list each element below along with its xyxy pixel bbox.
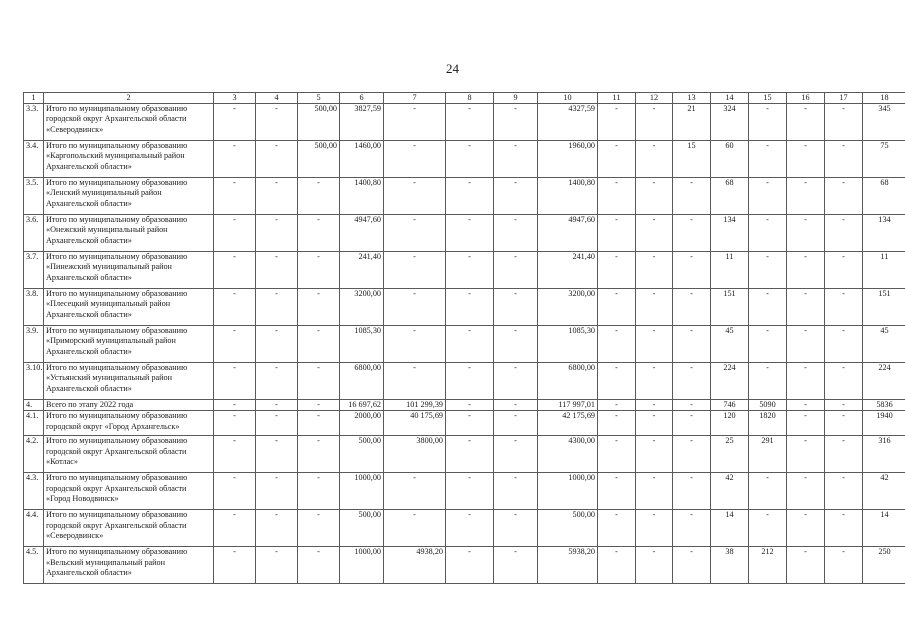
value-cell-col-14: 14 bbox=[711, 510, 749, 547]
value-cell-col-14: 38 bbox=[711, 547, 749, 584]
value-cell-col-5: - bbox=[298, 510, 340, 547]
value-cell-col-13: 21 bbox=[673, 104, 711, 141]
value-cell-col-16: - bbox=[787, 547, 825, 584]
value-cell-col-9: - bbox=[494, 215, 538, 252]
value-cell-col-16: - bbox=[787, 510, 825, 547]
row-number-cell: 4.4. bbox=[24, 510, 44, 547]
value-cell-col-5: - bbox=[298, 363, 340, 400]
value-cell-col-16: - bbox=[787, 326, 825, 363]
column-number-4: 4 bbox=[256, 93, 298, 104]
row-number-cell: 4.2. bbox=[24, 436, 44, 473]
row-description-cell: Итого по муниципальному образованию «Приморский муниципальный район Архангельской области» bbox=[44, 326, 214, 363]
table-row bbox=[24, 252, 905, 289]
value-cell-col-12: - bbox=[636, 547, 673, 584]
value-cell-col-17: - bbox=[825, 363, 863, 400]
value-cell-col-3: - bbox=[214, 411, 256, 436]
row-number-cell: 3.6. bbox=[24, 215, 44, 252]
value-cell-col-13: - bbox=[673, 411, 711, 436]
column-number-8: 8 bbox=[446, 93, 494, 104]
column-number-17: 17 bbox=[825, 93, 863, 104]
row-number-cell: 3.3. bbox=[24, 104, 44, 141]
value-cell-col-17: - bbox=[825, 436, 863, 473]
value-cell-col-5: 500,00 bbox=[298, 104, 340, 141]
value-cell-col-5: - bbox=[298, 326, 340, 363]
table-row bbox=[24, 363, 905, 400]
value-cell-col-16: - bbox=[787, 215, 825, 252]
value-cell-col-14: 11 bbox=[711, 252, 749, 289]
value-cell-col-8: - bbox=[446, 363, 494, 400]
value-cell-col-3: - bbox=[214, 547, 256, 584]
table-row bbox=[24, 215, 905, 252]
value-cell-col-6: 3200,00 bbox=[340, 289, 384, 326]
value-cell-col-18: 134 bbox=[863, 215, 905, 252]
row-number-cell: 3.9. bbox=[24, 326, 44, 363]
value-cell-col-13: 15 bbox=[673, 141, 711, 178]
value-cell-col-16: - bbox=[787, 411, 825, 436]
value-cell-col-17: - bbox=[825, 400, 863, 411]
value-cell-col-18: 75 bbox=[863, 141, 905, 178]
value-cell-col-10: 3200,00 bbox=[538, 289, 598, 326]
value-cell-col-17: - bbox=[825, 215, 863, 252]
value-cell-col-15: - bbox=[749, 510, 787, 547]
value-cell-col-11: - bbox=[598, 178, 636, 215]
value-cell-col-7: 101 299,39 bbox=[384, 400, 446, 411]
value-cell-col-8: - bbox=[446, 436, 494, 473]
value-cell-col-7: - bbox=[384, 326, 446, 363]
value-cell-col-9: - bbox=[494, 326, 538, 363]
table-row bbox=[24, 141, 905, 178]
value-cell-col-17: - bbox=[825, 141, 863, 178]
value-cell-col-13: - bbox=[673, 178, 711, 215]
value-cell-col-10: 5938,20 bbox=[538, 547, 598, 584]
value-cell-col-11: - bbox=[598, 141, 636, 178]
value-cell-col-10: 500,00 bbox=[538, 510, 598, 547]
value-cell-col-14: 42 bbox=[711, 473, 749, 510]
value-cell-col-16: - bbox=[787, 363, 825, 400]
row-description-cell: Итого по муниципальному образованию «Ленский муниципальный район Архангельской области» bbox=[44, 178, 214, 215]
value-cell-col-10: 42 175,69 bbox=[538, 411, 598, 436]
value-cell-col-8: - bbox=[446, 411, 494, 436]
value-cell-col-11: - bbox=[598, 436, 636, 473]
value-cell-col-14: 25 bbox=[711, 436, 749, 473]
value-cell-col-3: - bbox=[214, 473, 256, 510]
column-number-11: 11 bbox=[598, 93, 636, 104]
row-description-cell: Итого по муниципальному образованию городской округ Архангельской области «Северодвинск» bbox=[44, 104, 214, 141]
value-cell-col-8: - bbox=[446, 104, 494, 141]
value-cell-col-17: - bbox=[825, 510, 863, 547]
value-cell-col-18: 1940 bbox=[863, 411, 905, 436]
value-cell-col-13: - bbox=[673, 547, 711, 584]
value-cell-col-13: - bbox=[673, 326, 711, 363]
value-cell-col-12: - bbox=[636, 400, 673, 411]
value-cell-col-5: - bbox=[298, 411, 340, 436]
value-cell-col-6: 500,00 bbox=[340, 510, 384, 547]
value-cell-col-13: - bbox=[673, 215, 711, 252]
table-row bbox=[24, 411, 905, 436]
value-cell-col-6: 3827,59 bbox=[340, 104, 384, 141]
value-cell-col-6: 1460,00 bbox=[340, 141, 384, 178]
value-cell-col-4: - bbox=[256, 104, 298, 141]
value-cell-col-3: - bbox=[214, 104, 256, 141]
value-cell-col-16: - bbox=[787, 436, 825, 473]
row-description-cell: Итого по муниципальному образованию «Вельский муниципальный район Архангельской области» bbox=[44, 547, 214, 584]
value-cell-col-6: 1000,00 bbox=[340, 547, 384, 584]
value-cell-col-9: - bbox=[494, 400, 538, 411]
value-cell-col-11: - bbox=[598, 326, 636, 363]
value-cell-col-18: 151 bbox=[863, 289, 905, 326]
column-number-7: 7 bbox=[384, 93, 446, 104]
value-cell-col-9: - bbox=[494, 411, 538, 436]
row-description-cell: Итого по муниципальному образованию городской округ Архангельской области «Котлас» bbox=[44, 436, 214, 473]
value-cell-col-17: - bbox=[825, 547, 863, 584]
value-cell-col-18: 14 bbox=[863, 510, 905, 547]
value-cell-col-17: - bbox=[825, 178, 863, 215]
value-cell-col-12: - bbox=[636, 252, 673, 289]
value-cell-col-8: - bbox=[446, 473, 494, 510]
value-cell-col-5: - bbox=[298, 289, 340, 326]
value-cell-col-3: - bbox=[214, 141, 256, 178]
value-cell-col-15: - bbox=[749, 289, 787, 326]
value-cell-col-3: - bbox=[214, 363, 256, 400]
value-cell-col-15: 212 bbox=[749, 547, 787, 584]
value-cell-col-17: - bbox=[825, 252, 863, 289]
table-row bbox=[24, 400, 905, 411]
value-cell-col-4: - bbox=[256, 547, 298, 584]
value-cell-col-10: 1000,00 bbox=[538, 473, 598, 510]
value-cell-col-6: 1000,00 bbox=[340, 473, 384, 510]
value-cell-col-18: 68 bbox=[863, 178, 905, 215]
value-cell-col-16: - bbox=[787, 289, 825, 326]
value-cell-col-5: 500,00 bbox=[298, 141, 340, 178]
row-number-cell: 3.8. bbox=[24, 289, 44, 326]
value-cell-col-8: - bbox=[446, 252, 494, 289]
value-cell-col-15: 1820 bbox=[749, 411, 787, 436]
value-cell-col-7: - bbox=[384, 363, 446, 400]
value-cell-col-3: - bbox=[214, 326, 256, 363]
value-cell-col-16: - bbox=[787, 400, 825, 411]
value-cell-col-18: 316 bbox=[863, 436, 905, 473]
value-cell-col-17: - bbox=[825, 289, 863, 326]
value-cell-col-7: 40 175,69 bbox=[384, 411, 446, 436]
value-cell-col-11: - bbox=[598, 473, 636, 510]
value-cell-col-16: - bbox=[787, 104, 825, 141]
value-cell-col-5: - bbox=[298, 436, 340, 473]
table-row bbox=[24, 510, 905, 547]
column-number-9: 9 bbox=[494, 93, 538, 104]
row-description-cell: Итого по муниципальному образованию «Онежский муниципальный район Архангельской области» bbox=[44, 215, 214, 252]
value-cell-col-16: - bbox=[787, 141, 825, 178]
value-cell-col-9: - bbox=[494, 178, 538, 215]
value-cell-col-7: - bbox=[384, 178, 446, 215]
value-cell-col-5: - bbox=[298, 400, 340, 411]
value-cell-col-9: - bbox=[494, 104, 538, 141]
value-cell-col-12: - bbox=[636, 141, 673, 178]
table-header-row bbox=[24, 93, 905, 104]
value-cell-col-10: 1960,00 bbox=[538, 141, 598, 178]
value-cell-col-12: - bbox=[636, 289, 673, 326]
value-cell-col-14: 224 bbox=[711, 363, 749, 400]
value-cell-col-17: - bbox=[825, 104, 863, 141]
value-cell-col-10: 241,40 bbox=[538, 252, 598, 289]
value-cell-col-6: 241,40 bbox=[340, 252, 384, 289]
row-description-cell: Итого по муниципальному образованию «Плесецкий муниципальный район Архангельской области» bbox=[44, 289, 214, 326]
value-cell-col-12: - bbox=[636, 411, 673, 436]
value-cell-col-3: - bbox=[214, 215, 256, 252]
value-cell-col-12: - bbox=[636, 473, 673, 510]
column-number-12: 12 bbox=[636, 93, 673, 104]
value-cell-col-5: - bbox=[298, 547, 340, 584]
row-number-cell: 4.3. bbox=[24, 473, 44, 510]
value-cell-col-15: - bbox=[749, 252, 787, 289]
value-cell-col-17: - bbox=[825, 473, 863, 510]
value-cell-col-4: - bbox=[256, 178, 298, 215]
value-cell-col-13: - bbox=[673, 400, 711, 411]
value-cell-col-4: - bbox=[256, 326, 298, 363]
value-cell-col-14: 45 bbox=[711, 326, 749, 363]
value-cell-col-11: - bbox=[598, 252, 636, 289]
page-number: 24 bbox=[446, 61, 459, 76]
value-cell-col-4: - bbox=[256, 400, 298, 411]
row-number-cell: 4.1. bbox=[24, 411, 44, 436]
value-cell-col-12: - bbox=[636, 436, 673, 473]
value-cell-col-6: 1085,30 bbox=[340, 326, 384, 363]
table-row bbox=[24, 289, 905, 326]
row-description-cell: Итого по муниципальному образованию «Устьянский муниципальный район Архангельской области» bbox=[44, 363, 214, 400]
value-cell-col-11: - bbox=[598, 510, 636, 547]
value-cell-col-12: - bbox=[636, 215, 673, 252]
value-cell-col-10: 4327,59 bbox=[538, 104, 598, 141]
table-row bbox=[24, 326, 905, 363]
row-number-cell: 3.5. bbox=[24, 178, 44, 215]
value-cell-col-6: 500,00 bbox=[340, 436, 384, 473]
value-cell-col-5: - bbox=[298, 215, 340, 252]
value-cell-col-9: - bbox=[494, 547, 538, 584]
value-cell-col-12: - bbox=[636, 104, 673, 141]
row-description-cell: Всего по этапу 2022 года bbox=[44, 400, 214, 411]
row-description-cell: Итого по муниципальному образованию городской округ Архангельской области «Северодвинск» bbox=[44, 510, 214, 547]
value-cell-col-9: - bbox=[494, 510, 538, 547]
value-cell-col-15: - bbox=[749, 363, 787, 400]
value-cell-col-3: - bbox=[214, 289, 256, 326]
value-cell-col-11: - bbox=[598, 400, 636, 411]
value-cell-col-11: - bbox=[598, 547, 636, 584]
value-cell-col-15: - bbox=[749, 326, 787, 363]
value-cell-col-8: - bbox=[446, 215, 494, 252]
value-cell-col-4: - bbox=[256, 215, 298, 252]
value-cell-col-15: - bbox=[749, 141, 787, 178]
value-cell-col-15: - bbox=[749, 178, 787, 215]
value-cell-col-9: - bbox=[494, 141, 538, 178]
column-number-15: 15 bbox=[749, 93, 787, 104]
value-cell-col-5: - bbox=[298, 252, 340, 289]
value-cell-col-4: - bbox=[256, 411, 298, 436]
value-cell-col-11: - bbox=[598, 104, 636, 141]
value-cell-col-3: - bbox=[214, 252, 256, 289]
value-cell-col-10: 117 997,01 bbox=[538, 400, 598, 411]
value-cell-col-11: - bbox=[598, 289, 636, 326]
value-cell-col-18: 345 bbox=[863, 104, 905, 141]
value-cell-col-18: 250 bbox=[863, 547, 905, 584]
row-number-cell: 3.7. bbox=[24, 252, 44, 289]
table-row bbox=[24, 436, 905, 473]
column-number-6: 6 bbox=[340, 93, 384, 104]
value-cell-col-18: 224 bbox=[863, 363, 905, 400]
value-cell-col-4: - bbox=[256, 252, 298, 289]
value-cell-col-16: - bbox=[787, 252, 825, 289]
value-cell-col-14: 60 bbox=[711, 141, 749, 178]
value-cell-col-13: - bbox=[673, 436, 711, 473]
value-cell-col-12: - bbox=[636, 510, 673, 547]
value-cell-col-14: 134 bbox=[711, 215, 749, 252]
value-cell-col-8: - bbox=[446, 178, 494, 215]
value-cell-col-18: 11 bbox=[863, 252, 905, 289]
value-cell-col-10: 4947,60 bbox=[538, 215, 598, 252]
row-description-cell: Итого по муниципальному образованию городской округ «Город Архангельск» bbox=[44, 411, 214, 436]
value-cell-col-10: 6800,00 bbox=[538, 363, 598, 400]
value-cell-col-11: - bbox=[598, 411, 636, 436]
value-cell-col-3: - bbox=[214, 178, 256, 215]
value-cell-col-7: - bbox=[384, 141, 446, 178]
value-cell-col-11: - bbox=[598, 363, 636, 400]
value-cell-col-8: - bbox=[446, 510, 494, 547]
table-row bbox=[24, 473, 905, 510]
data-table bbox=[23, 92, 905, 584]
column-number-1: 1 bbox=[24, 93, 44, 104]
row-number-cell: 3.4. bbox=[24, 141, 44, 178]
value-cell-col-13: - bbox=[673, 252, 711, 289]
column-number-5: 5 bbox=[298, 93, 340, 104]
value-cell-col-12: - bbox=[636, 178, 673, 215]
column-number-2: 2 bbox=[44, 93, 214, 104]
value-cell-col-16: - bbox=[787, 178, 825, 215]
value-cell-col-7: - bbox=[384, 104, 446, 141]
value-cell-col-18: 45 bbox=[863, 326, 905, 363]
value-cell-col-13: - bbox=[673, 289, 711, 326]
value-cell-col-6: 2000,00 bbox=[340, 411, 384, 436]
value-cell-col-12: - bbox=[636, 326, 673, 363]
column-number-3: 3 bbox=[214, 93, 256, 104]
value-cell-col-4: - bbox=[256, 473, 298, 510]
column-number-18: 18 bbox=[863, 93, 905, 104]
value-cell-col-3: - bbox=[214, 436, 256, 473]
value-cell-col-4: - bbox=[256, 141, 298, 178]
value-cell-col-9: - bbox=[494, 252, 538, 289]
row-description-cell: Итого по муниципальному образованию городской округ Архангельской области «Город Новодвинск» bbox=[44, 473, 214, 510]
value-cell-col-8: - bbox=[446, 289, 494, 326]
value-cell-col-8: - bbox=[446, 547, 494, 584]
value-cell-col-3: - bbox=[214, 510, 256, 547]
value-cell-col-5: - bbox=[298, 473, 340, 510]
column-number-14: 14 bbox=[711, 93, 749, 104]
value-cell-col-7: - bbox=[384, 510, 446, 547]
value-cell-col-14: 68 bbox=[711, 178, 749, 215]
column-number-16: 16 bbox=[787, 93, 825, 104]
value-cell-col-8: - bbox=[446, 141, 494, 178]
value-cell-col-10: 4300,00 bbox=[538, 436, 598, 473]
value-cell-col-18: 5836 bbox=[863, 400, 905, 411]
column-number-10: 10 bbox=[538, 93, 598, 104]
value-cell-col-15: - bbox=[749, 215, 787, 252]
value-cell-col-8: - bbox=[446, 326, 494, 363]
value-cell-col-6: 16 697,62 bbox=[340, 400, 384, 411]
row-description-cell: Итого по муниципальному образованию «Каргопольский муниципальный район Архангельской области» bbox=[44, 141, 214, 178]
row-number-cell: 4. bbox=[24, 400, 44, 411]
value-cell-col-13: - bbox=[673, 510, 711, 547]
column-number-13: 13 bbox=[673, 93, 711, 104]
value-cell-col-14: 746 bbox=[711, 400, 749, 411]
value-cell-col-7: 3800,00 bbox=[384, 436, 446, 473]
value-cell-col-18: 42 bbox=[863, 473, 905, 510]
value-cell-col-9: - bbox=[494, 436, 538, 473]
value-cell-col-6: 6800,00 bbox=[340, 363, 384, 400]
table-row bbox=[24, 104, 905, 141]
value-cell-col-6: 4947,60 bbox=[340, 215, 384, 252]
value-cell-col-3: - bbox=[214, 400, 256, 411]
value-cell-col-10: 1085,30 bbox=[538, 326, 598, 363]
value-cell-col-4: - bbox=[256, 289, 298, 326]
value-cell-col-17: - bbox=[825, 411, 863, 436]
value-cell-col-9: - bbox=[494, 363, 538, 400]
value-cell-col-4: - bbox=[256, 510, 298, 547]
value-cell-col-7: - bbox=[384, 289, 446, 326]
row-number-cell: 3.10. bbox=[24, 363, 44, 400]
value-cell-col-15: 291 bbox=[749, 436, 787, 473]
value-cell-col-14: 120 bbox=[711, 411, 749, 436]
table-row bbox=[24, 178, 905, 215]
row-number-cell: 4.5. bbox=[24, 547, 44, 584]
value-cell-col-4: - bbox=[256, 436, 298, 473]
value-cell-col-12: - bbox=[636, 363, 673, 400]
value-cell-col-14: 324 bbox=[711, 104, 749, 141]
value-cell-col-7: - bbox=[384, 473, 446, 510]
value-cell-col-15: - bbox=[749, 104, 787, 141]
value-cell-col-6: 1400,80 bbox=[340, 178, 384, 215]
value-cell-col-5: - bbox=[298, 178, 340, 215]
row-description-cell: Итого по муниципальному образованию «Пинежский муниципальный район Архангельской области» bbox=[44, 252, 214, 289]
value-cell-col-10: 1400,80 bbox=[538, 178, 598, 215]
value-cell-col-15: 5090 bbox=[749, 400, 787, 411]
value-cell-col-14: 151 bbox=[711, 289, 749, 326]
value-cell-col-9: - bbox=[494, 289, 538, 326]
value-cell-col-9: - bbox=[494, 473, 538, 510]
value-cell-col-13: - bbox=[673, 363, 711, 400]
value-cell-col-17: - bbox=[825, 326, 863, 363]
value-cell-col-7: - bbox=[384, 215, 446, 252]
table-row bbox=[24, 547, 905, 584]
value-cell-col-11: - bbox=[598, 215, 636, 252]
value-cell-col-16: - bbox=[787, 473, 825, 510]
value-cell-col-4: - bbox=[256, 363, 298, 400]
value-cell-col-7: 4938,20 bbox=[384, 547, 446, 584]
value-cell-col-8: - bbox=[446, 400, 494, 411]
value-cell-col-7: - bbox=[384, 252, 446, 289]
value-cell-col-15: - bbox=[749, 473, 787, 510]
value-cell-col-13: - bbox=[673, 473, 711, 510]
